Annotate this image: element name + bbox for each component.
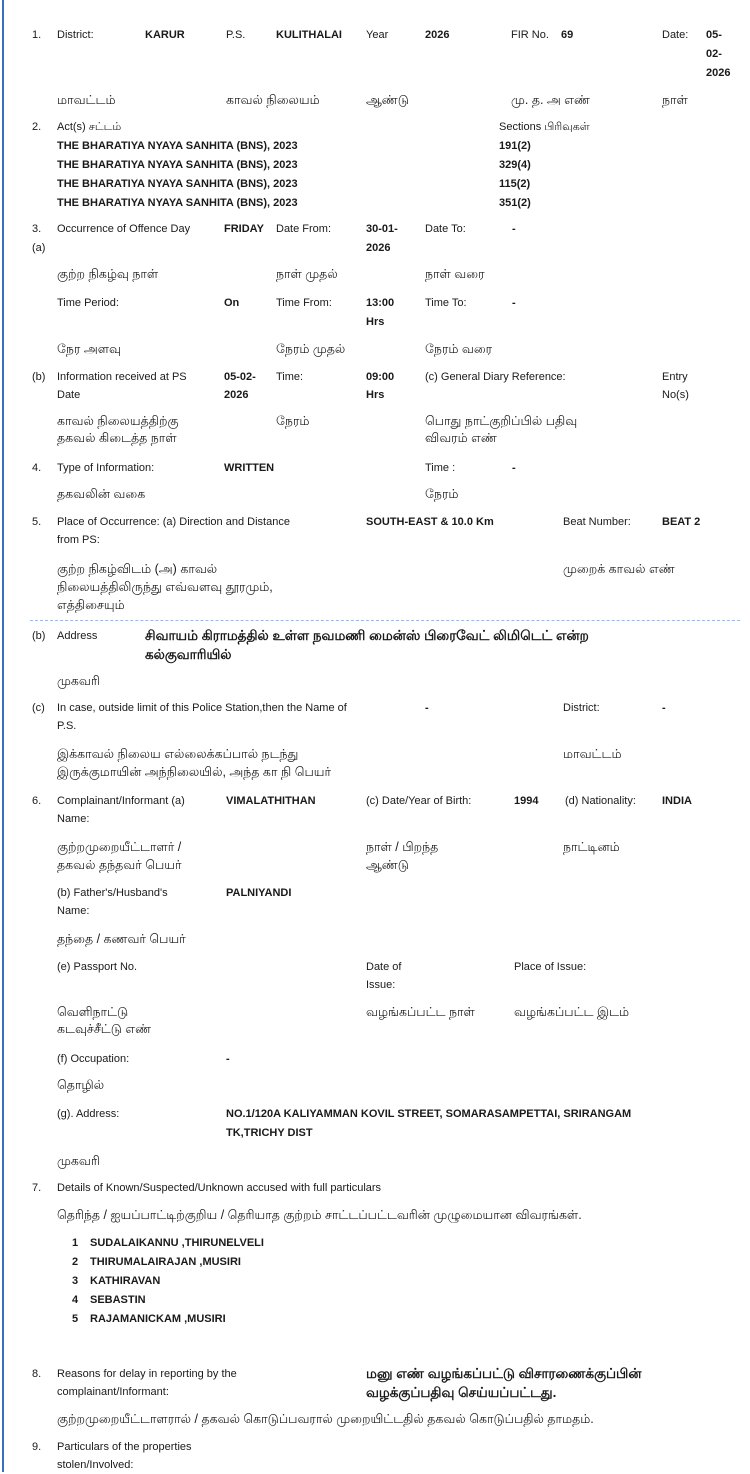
type-of-info-value: WRITTEN <box>224 462 275 474</box>
date-tamil: நாள் <box>662 93 688 107</box>
date-to-tamil: நாள் வரை <box>425 267 485 281</box>
time-to-tamil: நேரம் வரை <box>425 342 493 356</box>
act-name: THE BHARATIYA NYAYA SANHITA (BNS), 2023 <box>57 178 298 190</box>
time-to-value: - <box>512 297 516 309</box>
place-tamil-line2: நிலையத்திலிருந்து எவ்வளவு தூரமும், <box>57 580 273 594</box>
complainant-name-value: VIMALATHITHAN <box>226 795 316 807</box>
father-name-label-line1: (b) Father's/Husband's <box>57 887 168 899</box>
complainant-tamil-line2: தகவல் தந்தவர் பெயர் <box>57 858 182 872</box>
date-from-label: Date From: <box>276 223 332 235</box>
time-from-label: Time From: <box>276 297 332 309</box>
general-diary-tamil-line2: விவரம் எண் <box>425 431 497 445</box>
nationality-value: INDIA <box>662 795 692 807</box>
properties-label-line1: Particulars of the properties <box>57 1441 192 1453</box>
complainant-label-line2: Name: <box>57 813 90 825</box>
act-section: 329(4) <box>499 159 531 171</box>
father-name-label-line2: Name: <box>57 905 90 917</box>
date-value-line2: 02- <box>706 48 722 60</box>
date-label: Date: <box>662 29 689 41</box>
date-of-issue-tamil: வழங்கப்பட்ட நாள் <box>366 1005 475 1019</box>
date-to-value: - <box>512 223 516 235</box>
info-time-tamil: நேரம் <box>276 414 310 428</box>
s4-number: 4. <box>32 462 42 474</box>
occurrence-address-value-line1: சிவாயம் கிராமத்தில் உள்ள நவமணி மைன்ஸ் பிரைவேட் லிமிடெட் என்ற <box>145 628 589 643</box>
info-date-value-line2: 2026 <box>224 389 249 401</box>
passport-label: (e) Passport No. <box>57 961 138 973</box>
occurrence-day-value: FRIDAY <box>224 223 264 235</box>
s3-number: 3. <box>32 223 42 235</box>
year-value: 2026 <box>425 29 450 41</box>
place-of-issue-tamil: வழங்கப்பட்ட இடம் <box>514 1005 630 1019</box>
occurrence-day-tamil: குற்ற நிகழ்வு நாள் <box>57 267 159 281</box>
s7-number: 7. <box>32 1182 42 1194</box>
date-from-value-line1: 30-01- <box>366 223 398 235</box>
occupation-tamil: தொழில் <box>57 1078 105 1092</box>
s8-number: 8. <box>32 1368 42 1380</box>
date-of-birth-label: (c) Date/Year of Birth: <box>366 795 472 807</box>
date-of-birth-value: 1994 <box>514 795 539 807</box>
ps-value: KULITHALAI <box>276 29 342 41</box>
accused-name: KATHIRAVAN <box>90 1275 161 1287</box>
properties-label-line2: stolen/Involved: <box>57 1459 134 1471</box>
accused-number: 1 <box>72 1237 79 1249</box>
date-of-birth-tamil-line2: ஆண்டு <box>366 858 409 872</box>
accused-number: 3 <box>72 1275 79 1287</box>
accused-number: 4 <box>72 1294 79 1306</box>
date-value-line3: 2026 <box>706 67 731 79</box>
father-name-value: PALNIYANDI <box>226 887 292 899</box>
date-of-issue-label-line1: Date of <box>366 961 402 973</box>
delay-reason-value-line1: மனு எண் வழங்கப்பட்டு விசாரணைக்குப்பின் <box>366 1366 642 1381</box>
complainant-address-tamil: முகவரி <box>57 1154 100 1168</box>
occupation-label: (f) Occupation: <box>57 1053 130 1065</box>
s4-time-value: - <box>512 462 516 474</box>
time-period-value: On <box>224 297 240 309</box>
passport-tamil-line2: கடவுச்சீட்டு எண் <box>57 1022 151 1036</box>
s1-number: 1. <box>32 29 42 41</box>
type-of-info-tamil: தகவலின் வகை <box>57 487 146 501</box>
date-of-birth-tamil-line1: நாள் / பிறந்த <box>366 840 439 854</box>
time-period-tamil: நேர அளவு <box>57 342 121 356</box>
complainant-address-value-line2: TK,TRICHY DIST <box>226 1127 313 1139</box>
ps-label: P.S. <box>226 29 246 41</box>
nationality-label: (d) Nationality: <box>565 795 636 807</box>
district-label: District: <box>57 29 94 41</box>
nationality-tamil: நாட்டினம் <box>563 840 620 854</box>
sections-label: Sections பிரிவுகள் <box>499 121 590 133</box>
s5-number: 5. <box>32 516 42 528</box>
info-time-value-line2: Hrs <box>366 389 385 401</box>
complainant-address-label: (g). Address: <box>57 1108 120 1120</box>
acts-label: Act(s) சட்டம் <box>57 121 122 133</box>
occurrence-day-label: Occurrence of Offence Day <box>57 223 191 235</box>
delay-reason-tamil: குற்றமுறையீட்டாளரால் / தகவல் கொடுப்பவரால் முறையிட்டதில் தகவல் கொடுப்பதில் தாமதம். <box>57 1412 594 1426</box>
outside-limit-tamil-line1: இக்காவல் நிலைய எல்லைக்கப்பால் நடந்து <box>57 747 299 761</box>
date-value-line1: 05- <box>706 29 722 41</box>
beat-number-value: BEAT 2 <box>662 516 701 528</box>
s2-number: 2. <box>32 121 42 133</box>
entry-label-line2: No(s) <box>662 389 689 401</box>
year-label: Year <box>366 29 389 41</box>
time-period-label: Time Period: <box>57 297 119 309</box>
place-tamil-line1: குற்ற நிகழ்விடம் (அ) காவல் <box>57 562 218 576</box>
act-name: THE BHARATIYA NYAYA SANHITA (BNS), 2023 <box>57 140 298 152</box>
info-time-label: Time: <box>276 371 304 383</box>
act-section: 191(2) <box>499 140 531 152</box>
delay-reason-label-line2: complainant/Informant: <box>57 1386 169 1398</box>
info-date-value-line1: 05-02- <box>224 371 256 383</box>
delay-reason-value-line2: வழக்குப்பதிவு செய்யப்பட்டது. <box>366 1385 557 1400</box>
fir-number-value: 69 <box>561 29 574 41</box>
time-from-value-line1: 13:00 <box>366 297 395 309</box>
s6-number: 6. <box>32 795 42 807</box>
date-from-value-line2: 2026 <box>366 242 391 254</box>
place-of-occurrence-label-line2: from PS: <box>57 534 100 546</box>
father-name-tamil: தந்தை / கணவர் பெயர் <box>57 932 186 946</box>
fir-number-label: FIR No. <box>511 29 549 41</box>
accused-number: 5 <box>72 1313 79 1325</box>
direction-distance-value: SOUTH-EAST & 10.0 Km <box>366 516 494 528</box>
outside-limit-label-line2: P.S. <box>57 720 77 732</box>
district-value: KARUR <box>145 29 185 41</box>
complainant-address-value-line1: NO.1/120A KALIYAMMAN KOVIL STREET, SOMARASAMPETTAI, SRIRANGAM <box>226 1108 632 1120</box>
time-from-value-line2: Hrs <box>366 316 385 328</box>
s4-time-tamil: நேரம் <box>425 487 459 501</box>
beat-number-tamil: முறைக் காவல் எண் <box>563 562 675 576</box>
act-section: 115(2) <box>499 178 531 190</box>
accused-name: SUDALAIKANNU ,THIRUNELVELI <box>90 1237 264 1249</box>
delay-reason-label-line1: Reasons for delay in reporting by the <box>57 1368 237 1380</box>
outside-ps-value: - <box>425 702 429 714</box>
type-of-info-label: Type of Information: <box>57 462 155 474</box>
complainant-label-line1: Complainant/Informant (a) <box>57 795 185 807</box>
fir-tamil: மு. த. அ எண் <box>511 93 590 107</box>
occurrence-address-tamil: முகவரி <box>57 674 100 688</box>
complainant-tamil-line1: குற்றமுறையீட்டாளர் / <box>57 840 182 854</box>
date-of-issue-label-line2: Issue: <box>366 979 396 991</box>
info-received-label-line1: Information received at PS <box>57 371 187 383</box>
outside-district-tamil: மாவட்டம் <box>563 747 622 761</box>
general-diary-label: (c) General Diary Reference: <box>425 371 566 383</box>
ps-tamil: காவல் நிலையம் <box>226 93 320 107</box>
accused-name: SEBASTIN <box>90 1294 146 1306</box>
district-tamil: மாவட்டம் <box>57 93 116 107</box>
act-section: 351(2) <box>499 197 531 209</box>
occurrence-address-value-line2: கல்குவாரியில் <box>145 647 232 662</box>
time-from-tamil: நேரம் முதல் <box>276 342 346 356</box>
year-tamil: ஆண்டு <box>366 93 409 107</box>
general-diary-tamil-line1: பொது நாட்குறிப்பில் பதிவு <box>425 414 578 428</box>
act-name: THE BHARATIYA NYAYA SANHITA (BNS), 2023 <box>57 159 298 171</box>
date-from-tamil: நாள் முதல் <box>276 267 338 281</box>
place-of-occurrence-label-line1: Place of Occurrence: (a) Direction and Distance <box>57 516 290 528</box>
accused-details-tamil: தெரிந்த / ஐயப்பாட்டிற்குறிய / தெரியாத குற்றம் சாட்டப்பட்டவரின் முழுமையான விவரங்கள். <box>57 1208 582 1222</box>
beat-number-label: Beat Number: <box>563 516 631 528</box>
s4-time-label: Time : <box>425 462 456 474</box>
occupation-value: - <box>226 1053 230 1065</box>
info-received-label-line2: Date <box>57 389 81 401</box>
outside-district-label: District: <box>563 702 600 714</box>
accused-number: 2 <box>72 1256 79 1268</box>
occurrence-address-label: Address <box>57 630 98 642</box>
left-border-line <box>2 0 4 1472</box>
outside-limit-tamil-line2: இருக்குமாயின் அந்நிலையில், அந்த கா நி பெயர் <box>57 765 332 779</box>
accused-name: THIRUMALAIRAJAN ,MUSIRI <box>90 1256 241 1268</box>
accused-name: RAJAMANICKAM ,MUSIRI <box>90 1313 226 1325</box>
s3-sub-b: (b) <box>32 371 46 383</box>
act-name: THE BHARATIYA NYAYA SANHITA (BNS), 2023 <box>57 197 298 209</box>
section-divider <box>30 620 740 621</box>
place-tamil-line3: எத்திசையும் <box>57 598 125 612</box>
passport-tamil-line1: வெளிநாட்டு <box>57 1005 129 1019</box>
s5-sub-b: (b) <box>32 630 46 642</box>
date-to-label: Date To: <box>425 223 466 235</box>
s3-sub-a: (a) <box>32 242 46 254</box>
entry-label-line1: Entry <box>662 371 688 383</box>
outside-district-value: - <box>662 702 666 714</box>
info-received-tamil-line1: காவல் நிலையத்திற்கு <box>57 414 179 428</box>
s9-number: 9. <box>32 1441 42 1453</box>
info-received-tamil-line2: தகவல் கிடைத்த நாள் <box>57 431 177 445</box>
outside-limit-label-line1: In case, outside limit of this Police Station,then the Name of <box>57 702 347 714</box>
time-to-label: Time To: <box>425 297 467 309</box>
place-of-issue-label: Place of Issue: <box>514 961 587 973</box>
accused-details-label: Details of Known/Suspected/Unknown accused with full particulars <box>57 1182 382 1194</box>
info-time-value-line1: 09:00 <box>366 371 395 383</box>
s5-sub-c: (c) <box>32 702 45 714</box>
